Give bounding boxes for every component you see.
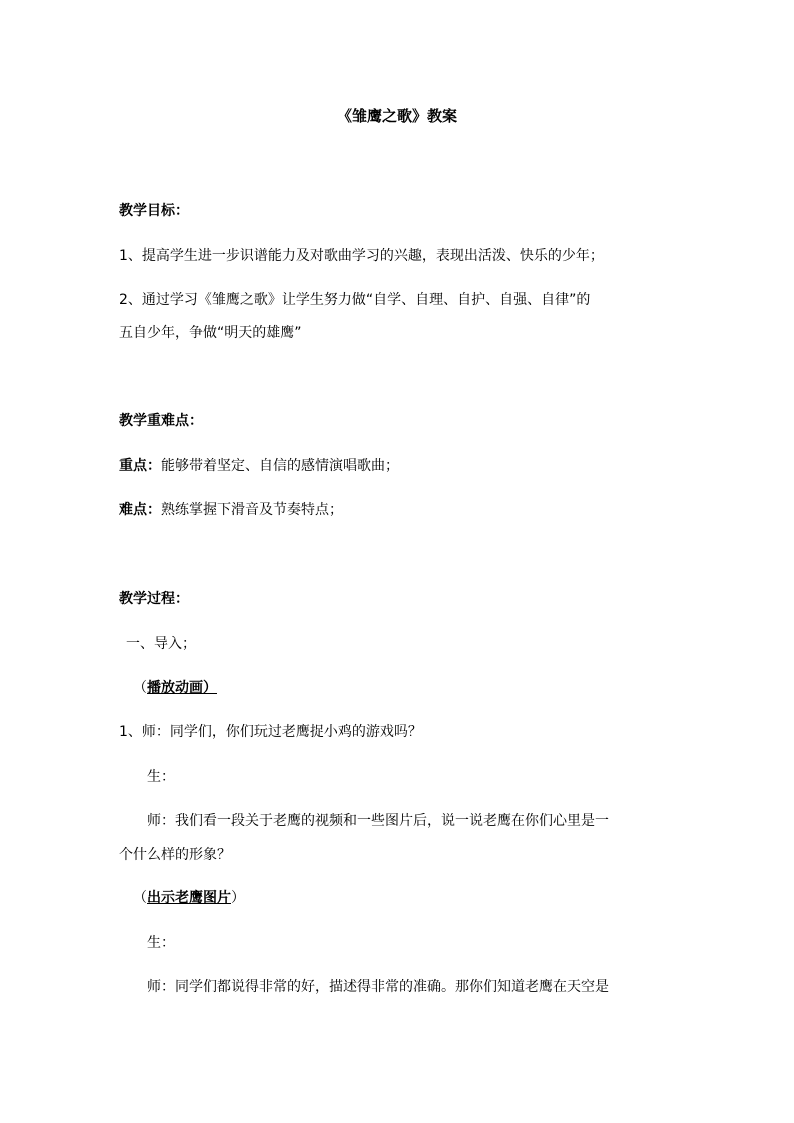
teacher-question-1: 1、师：同学们，你们玩过老鹰捉小鸡的游戏吗？ [119, 724, 422, 740]
difficult-point-label: 难点： [119, 502, 161, 518]
stage-note-open: （ [133, 680, 147, 696]
stage-note-close: ） [231, 890, 245, 906]
stage-note-text: 出示老鹰图片 [147, 890, 231, 906]
difficult-point-line [119, 500, 343, 520]
document-title: 《雏鹰之歌》教案 [336, 107, 457, 125]
key-point-label: 重点： [119, 458, 161, 474]
key-point-text: 能够带着坚定、自信的感情演唱歌曲； [161, 458, 399, 474]
process-heading: 教学过程： [119, 591, 189, 607]
goals-heading: 教学目标： [119, 203, 189, 219]
stage-note-animation [133, 678, 217, 698]
goal-item-2-line-2: 五自少年，争做“明天的雄鹰” [119, 325, 302, 341]
goal-item-1: 1、提高学生进一步识谱能力及对歌曲学习的兴趣，表现出活泼、快乐的少年； [119, 248, 604, 264]
stage-note-images [133, 888, 245, 908]
key-point-line [119, 456, 399, 476]
student-response-1: 生： [147, 769, 175, 785]
teacher-line-3-part-1: 师：同学们都说得非常的好，描述得非常的准确。那你们知道老鹰在天空是 [147, 979, 609, 995]
goal-item-2-line-1: 2、通过学习《雏鹰之歌》让学生努力做“自学、自理、自护、自强、自律”的 [119, 292, 591, 308]
teacher-line-2-part-2: 个什么样的形象？ [119, 847, 231, 863]
process-step-1: 一、导入； [126, 636, 196, 652]
student-response-2: 生： [147, 935, 175, 951]
teacher-line-2-part-1: 师：我们看一段关于老鹰的视频和一些图片后，说一说老鹰在你们心里是一 [147, 813, 609, 829]
stage-note-text: 播放动画） [147, 680, 217, 696]
stage-note-open: （ [133, 890, 147, 906]
difficult-point-text: 熟练掌握下滑音及节奏特点； [161, 502, 343, 518]
key-points-heading: 教学重难点： [119, 413, 203, 429]
